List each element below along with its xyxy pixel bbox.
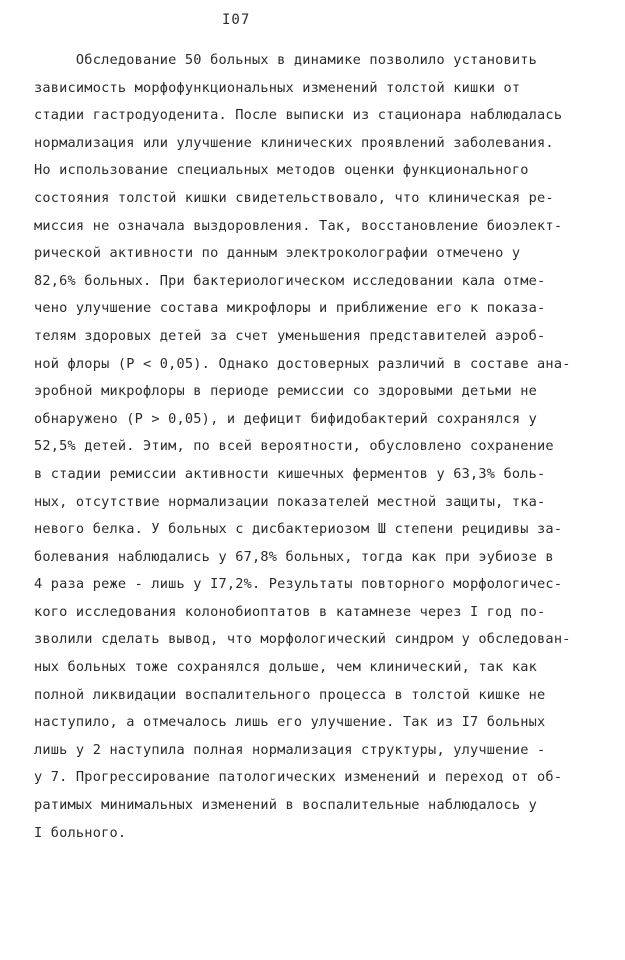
- text-line: 82,6% больных. При бактериологическом исследовании кала отме-: [34, 272, 546, 289]
- text-line: зависимость морфофункциональных изменений толстой кишки от: [34, 79, 521, 96]
- text-line: чено улучшение состава микрофлоры и приближение его к показа-: [34, 300, 546, 317]
- text-line: стадии гастродуоденита. После выписки из стационара наблюдалась: [34, 107, 563, 124]
- text-line: ратимых минимальных изменений в воспалительные наблюдалось у: [34, 797, 538, 814]
- page-number: I07: [222, 12, 251, 28]
- text-line: миссия не означала выздоровления. Так, восстановление биоэлект-: [34, 217, 563, 234]
- text-line: 4 раза реже - лишь у I7,2%. Результаты повторного морфологичес-: [34, 576, 563, 593]
- text-line: наступило, а отмечалось лишь его улучшение. Так из I7 больных: [34, 714, 546, 731]
- text-line: лишь у 2 наступила полная нормализация структуры, улучшение -: [34, 741, 546, 758]
- text-line: полной ликвидации воспалительного процесса в толстой кишке не: [34, 686, 546, 703]
- text-line: обнаружено (P > 0,05), и дефицит бифидобактерий сохранялся у: [34, 410, 538, 427]
- text-line: ных больных тоже сохранялся дольше, чем клинический, так как: [34, 659, 538, 676]
- text-line: рической активности по данным электроколографии отмечено у: [34, 245, 521, 262]
- text-line: состояния толстой кишки свидетельствовало, что клиническая ре-: [34, 189, 554, 206]
- text-line: Обследование 50 больных в динамике позволило установить: [34, 52, 538, 68]
- text-line: у 7. Прогрессирование патологических изменений и переход от об-: [34, 769, 563, 786]
- text-line: кого исследования колонобиоптатов в катамнезе через I год по-: [34, 603, 546, 620]
- body-text: [34, 47, 604, 847]
- text-line: эробной микрофлоры в периоде ремиссии со здоровыми детьми не: [34, 383, 538, 400]
- text-line: 52,5% детей. Этим, по всей вероятности, обусловлено сохранение: [34, 438, 554, 455]
- text-line: Но использование специальных методов оценки функционального: [34, 162, 529, 179]
- text-line: телям здоровых детей за счет уменьшения представителей аэроб-: [34, 327, 546, 344]
- text-line: в стадии ремиссии активности кишечных ферментов у 63,3% боль-: [34, 465, 546, 482]
- text-line: ных, отсутствие нормализации показателей местной защиты, тка-: [34, 493, 546, 510]
- text-line: ной флоры (P < 0,05). Однако достоверных различий в составе ана-: [34, 355, 571, 372]
- text-line: зволили сделать вывод, что морфологический синдром у обследован-: [34, 631, 571, 648]
- text-line: I больного.: [34, 824, 127, 841]
- text-line: болевания наблюдались у 67,8% больных, тогда как при эубиозе в: [34, 548, 554, 565]
- text-line: нормализация или улучшение клинических проявлений заболевания.: [34, 134, 554, 151]
- text-line: невого белка. У больных с дисбактериозом Ш степени рецидивы за-: [34, 521, 563, 538]
